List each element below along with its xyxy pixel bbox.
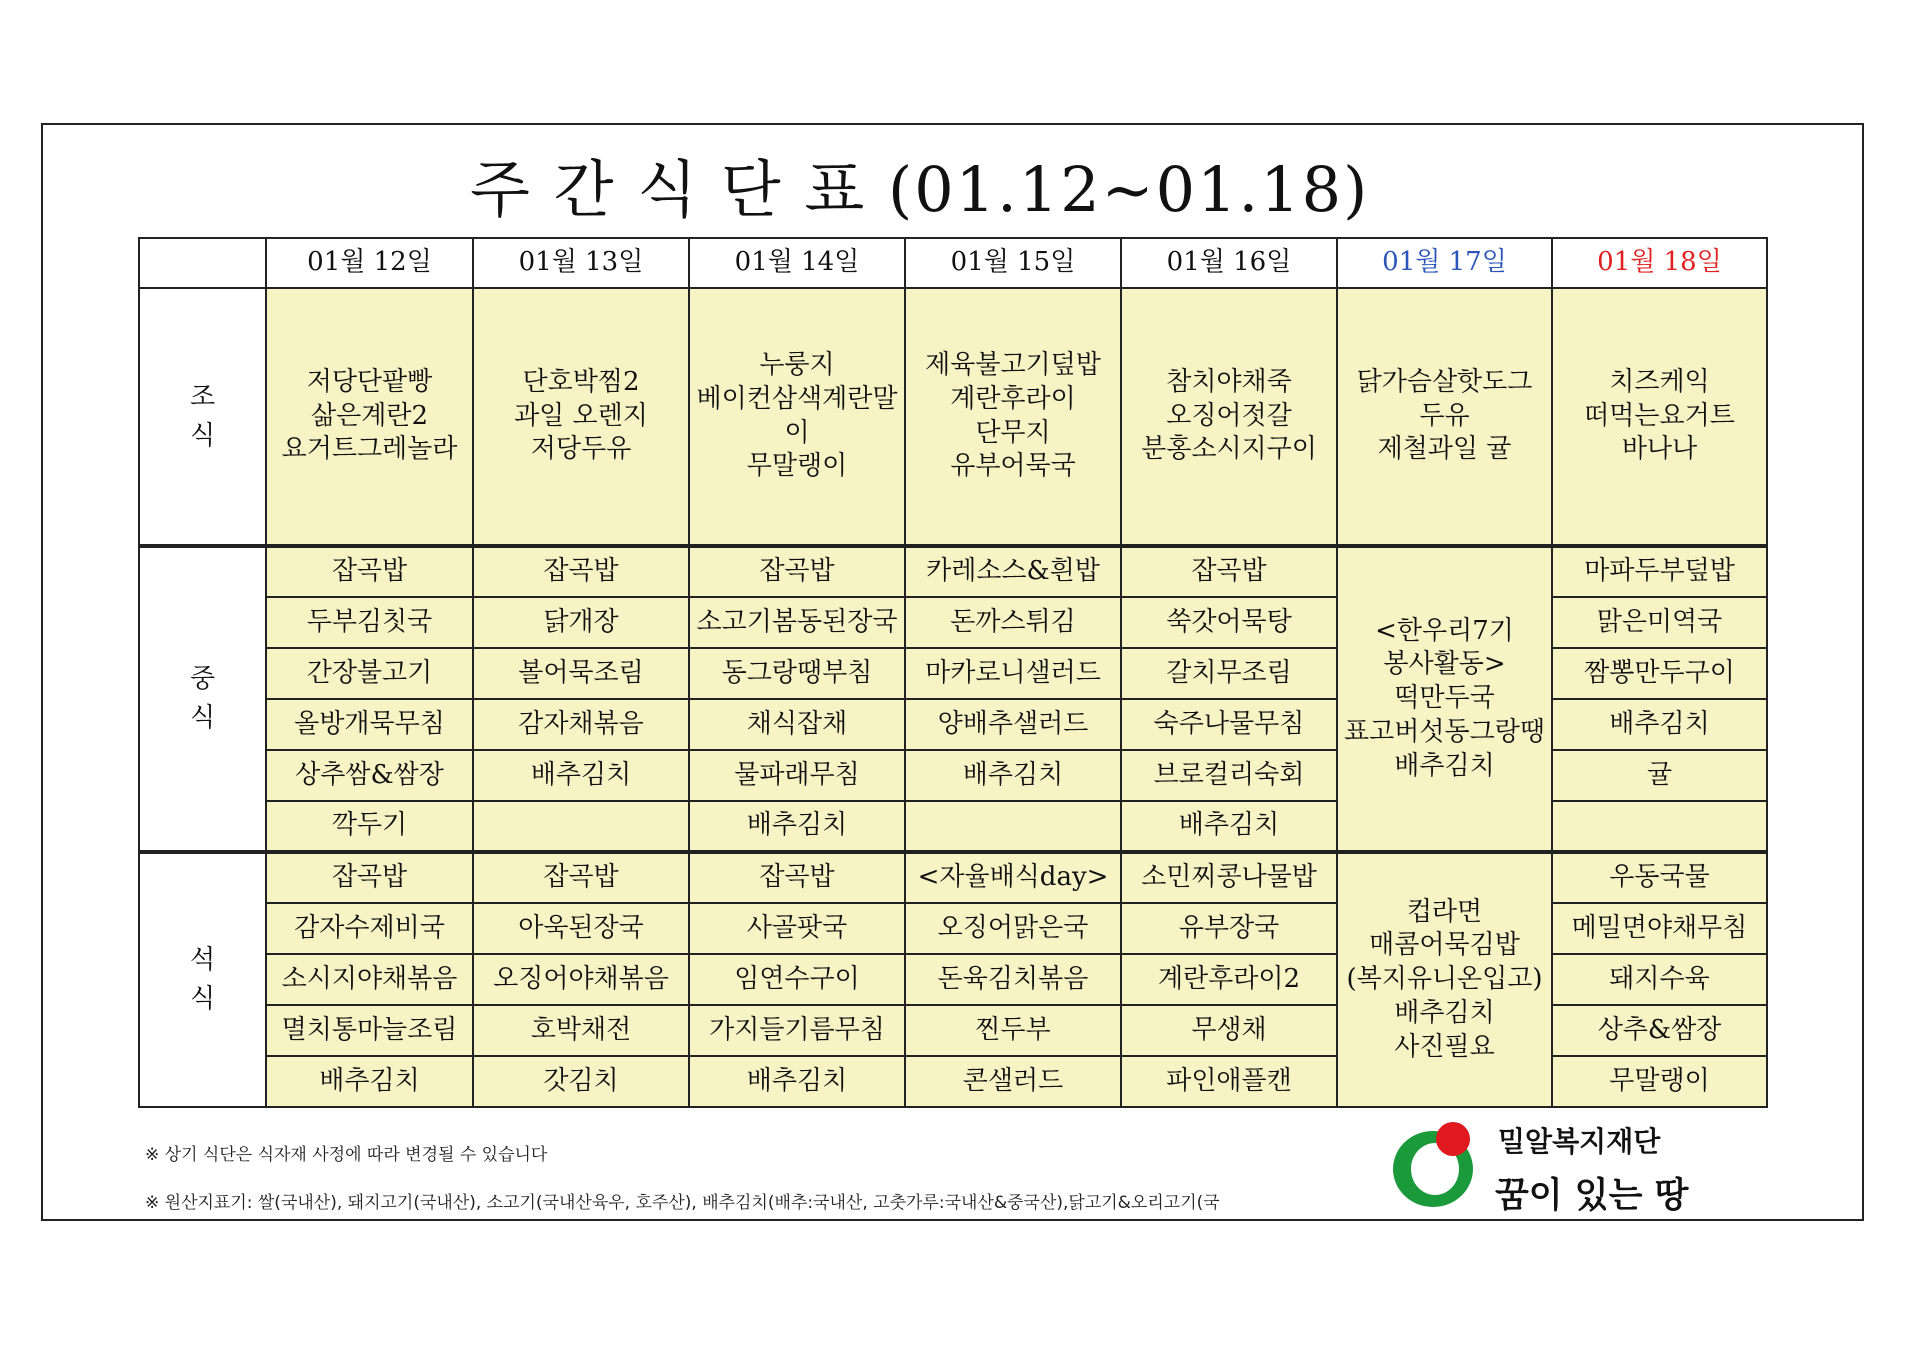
- menu-cell: 배추김치: [905, 750, 1121, 801]
- menu-cell: 잡곡밥: [266, 852, 473, 903]
- menu-cell: 상추쌈&쌈장: [266, 750, 473, 801]
- date-header: 01월 15일: [905, 238, 1121, 288]
- menu-cell: 배추김치: [689, 801, 905, 852]
- menu-cell: 잡곡밥: [1121, 546, 1337, 597]
- menu-cell: 무말랭이: [1552, 1056, 1767, 1107]
- date-header: 01월 16일: [1121, 238, 1337, 288]
- menu-cell: 카레소스&흰밥: [905, 546, 1121, 597]
- org-name: 밀알복지재단: [1498, 1125, 1661, 1158]
- menu-cell: 오징어야채볶음: [473, 954, 689, 1005]
- menu-cell: [473, 801, 689, 852]
- menu-cell: 맑은미역국: [1552, 597, 1767, 648]
- menu-cell-saturday: <한우리7기 봉사활동> 떡만두국 표고버섯동그랑땡 배추김치: [1337, 546, 1552, 852]
- menu-cell: 가지들기름무침: [689, 1005, 905, 1056]
- menu-cell: 닭가슴살핫도그 두유 제철과일 귤: [1337, 288, 1552, 546]
- menu-cell: 갓김치: [473, 1056, 689, 1107]
- menu-cell: [1552, 801, 1767, 852]
- menu-cell: 갈치무조림: [1121, 648, 1337, 699]
- menu-cell: 배추김치: [1552, 699, 1767, 750]
- menu-cell: 잡곡밥: [473, 546, 689, 597]
- menu-cell: 귤: [1552, 750, 1767, 801]
- menu-cell: 참치야채죽 오징어젓갈 분홍소시지구이: [1121, 288, 1337, 546]
- org-slogan: 꿈이 있는 땅: [1495, 1176, 1689, 1216]
- menu-cell: 임연수구이: [689, 954, 905, 1005]
- dinner-row: [139, 852, 1767, 903]
- menu-cell: 닭개장: [473, 597, 689, 648]
- menu-table: [138, 237, 1768, 1108]
- menu-cell: 채식잡채: [689, 699, 905, 750]
- menu-cell: 잡곡밥: [473, 852, 689, 903]
- date-header: 01월 12일: [266, 238, 473, 288]
- menu-cell: 올방개묵무침: [266, 699, 473, 750]
- menu-cell: 숙주나물무침: [1121, 699, 1337, 750]
- menu-cell: 깍두기: [266, 801, 473, 852]
- menu-cell: 돈육김치볶음: [905, 954, 1121, 1005]
- corner-cell: [139, 238, 266, 288]
- menu-cell: 잡곡밥: [689, 546, 905, 597]
- menu-cell: 쑥갓어묵탕: [1121, 597, 1337, 648]
- menu-cell: 물파래무침: [689, 750, 905, 801]
- menu-cell: 마파두부덮밥: [1552, 546, 1767, 597]
- menu-cell: 멸치통마늘조림: [266, 1005, 473, 1056]
- menu-cell: 찐두부: [905, 1005, 1121, 1056]
- menu-cell: 단호박찜2 과일 오렌지 저당두유: [473, 288, 689, 546]
- menu-cell: 치즈케익 떠먹는요거트 바나나: [1552, 288, 1767, 546]
- menu-cell: 동그랑땡부침: [689, 648, 905, 699]
- menu-cell: 두부김칫국: [266, 597, 473, 648]
- menu-cell: 유부장국: [1121, 903, 1337, 954]
- menu-cell: 배추김치: [1121, 801, 1337, 852]
- menu-cell: [905, 801, 1121, 852]
- date-header-saturday: 01월 17일: [1337, 238, 1552, 288]
- menu-cell: 잡곡밥: [689, 852, 905, 903]
- change-notice: ※ 상기 식단은 식자재 사정에 따라 변경될 수 있습니다: [145, 1145, 548, 1165]
- origin-notice: ※ 원산지표기: 쌀(국내산), 돼지고기(국내산), 소고기(국내산육우, 호주산), 배추김치(배추:국내산, 고춧가루:국내산&중국산),닭고기&오리고기(국: [145, 1193, 1220, 1213]
- menu-cell: <자율배식day>: [905, 852, 1121, 903]
- lunch-row: [139, 546, 1767, 597]
- menu-cell: 배추김치: [266, 1056, 473, 1107]
- menu-cell: 사골팟국: [689, 903, 905, 954]
- date-header: 01월 14일: [689, 238, 905, 288]
- menu-cell: 메밀면야채무침: [1552, 903, 1767, 954]
- menu-cell: 마카로니샐러드: [905, 648, 1121, 699]
- date-header: 01월 13일: [473, 238, 689, 288]
- menu-cell: 저당단팥빵 삶은계란2 요거트그레놀라: [266, 288, 473, 546]
- menu-cell: 배추김치: [473, 750, 689, 801]
- org-logo-icon: [1387, 1113, 1487, 1213]
- menu-cell: 소고기봄동된장국: [689, 597, 905, 648]
- menu-cell: 볼어묵조림: [473, 648, 689, 699]
- menu-cell: 제육불고기덮밥 계란후라이 단무지 유부어묵국: [905, 288, 1121, 546]
- menu-cell: 누룽지 베이컨삼색계란말이 무말랭이: [689, 288, 905, 546]
- meal-label-dinner: 석 식: [139, 852, 266, 1107]
- menu-cell: 돼지수육: [1552, 954, 1767, 1005]
- menu-cell: 소민찌콩나물밥: [1121, 852, 1337, 903]
- menu-cell: 콘샐러드: [905, 1056, 1121, 1107]
- menu-cell: 배추김치: [689, 1056, 905, 1107]
- meal-label-breakfast: 조 식: [139, 288, 266, 546]
- menu-cell: 돈까스튀김: [905, 597, 1121, 648]
- menu-cell: 우동국물: [1552, 852, 1767, 903]
- menu-cell: 브로컬리숙회: [1121, 750, 1337, 801]
- menu-cell: 무생채: [1121, 1005, 1337, 1056]
- menu-cell: 호박채전: [473, 1005, 689, 1056]
- page-title: 주 간 식 단 표 (01.12~01.18): [470, 153, 1370, 226]
- menu-cell: 잡곡밥: [266, 546, 473, 597]
- menu-cell: 계란후라이2: [1121, 954, 1337, 1005]
- breakfast-row: [139, 288, 1767, 546]
- menu-cell: 아욱된장국: [473, 903, 689, 954]
- meal-label-lunch: 중 식: [139, 546, 266, 852]
- menu-cell: 감자채볶음: [473, 699, 689, 750]
- date-header-row: [139, 238, 1767, 288]
- menu-cell: 오징어맑은국: [905, 903, 1121, 954]
- date-header-sunday: 01월 18일: [1552, 238, 1767, 288]
- menu-cell: 감자수제비국: [266, 903, 473, 954]
- menu-cell: 상추&쌈장: [1552, 1005, 1767, 1056]
- menu-cell: 양배추샐러드: [905, 699, 1121, 750]
- menu-cell: 소시지야채볶음: [266, 954, 473, 1005]
- menu-cell: 간장불고기: [266, 648, 473, 699]
- menu-cell: 짬뽕만두구이: [1552, 648, 1767, 699]
- menu-cell: 파인애플캔: [1121, 1056, 1337, 1107]
- menu-cell-saturday: 컵라면 매콤어묵김밥 (복지유니온입고) 배추김치 사진필요: [1337, 852, 1552, 1107]
